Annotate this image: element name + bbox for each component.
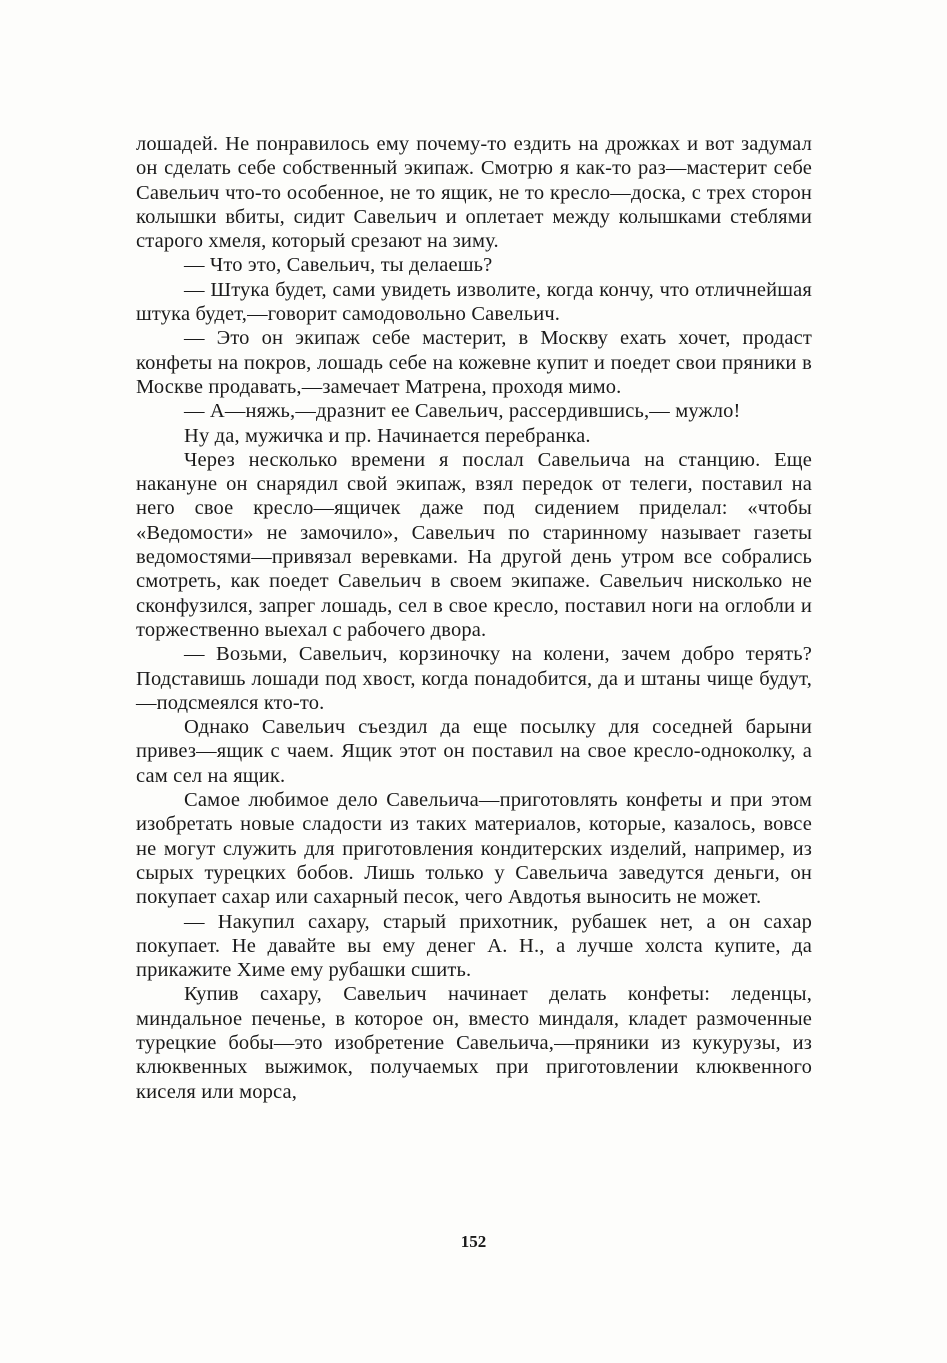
paragraph: Купив сахару, Савельич начинает делать конфеты: леденцы, миндальное печенье, в которое он, вместо миндаля, кладет размоченные турецкие бобы—это изобретение Савельича,—пряники из кукурузы, из клюквенных выжимок, получаемых при приготовлении клюквенного киселя или морса,	[136, 983, 812, 1103]
paragraph: Самое любимое дело Савельича—приготовлять конфеты и при этом изобретать новые сладости из таких материалов, которые, казалось, вовсе не могут служить для приготовления кондитерских изделий, например, из сырых турецких бобов. Лишь только у Савельича заведутся деньги, он покупает сахар или сахарный песок, чего Авдотья выносить не может.	[136, 789, 812, 909]
page-number: 152	[460, 1232, 487, 1251]
paragraph: — Что это, Савельич, ты делаешь?	[184, 254, 493, 277]
paragraph: — Накупил сахару, старый прихотник, рубашек нет, а он сахар покупает. Не давайте вы ему денег А. Н., а лучше холста купите, да прикажите Химе ему рубашки сшить.	[136, 910, 812, 982]
paragraph: — А—няжь,—дразнит ее Савельич, рассердившись,— мужло!	[184, 400, 741, 423]
paragraph: — Штука будет, сами увидеть изволите, когда кончу, что отличнейшая штука будет,—говорит самодовольно Савельич.	[136, 278, 812, 326]
body-text	[136, 132, 812, 1104]
paragraph: — Возьми, Савельич, корзиночку на колени, зачем добро терять? Подставишь лошади под хвост, когда понадобится, да и штаны чище будут,—подсмеялся кто-то.	[136, 643, 812, 714]
paragraph: Однако Савельич съездил да еще посылку для соседней барыни привез—ящик с чаем. Ящик этот он поставил на свое кресло-одноколку, а сам сел на ящик.	[136, 716, 812, 787]
paragraph: Через несколько времени я послал Савельича на станцию. Еще накануне он снарядил свой экипаж, взял передок от телеги, поставил на него свое кресло—ящичек даже под сидением приделал: «чтобы «Ведомости» не замочило», Савельич по старинному называет газеты ведомостями—привязал веревками. На другой день утром все собрались смотреть, как поедет Савельич в своем экипаже. Савельич нисколько не сконфузился, запрег лошадь, сел в свое кресло, поставил ноги на оглобли и торжественно выехал с рабочего двора.	[136, 448, 812, 641]
paragraph: Ну да, мужичка и пр. Начинается перебранка.	[184, 424, 591, 447]
paragraph: лошадей. Не понравилось ему почему-то ездить на дрожках и вот задумал он сделать себе собственный экипаж. Смотрю я как-то раз—мастерит себе Савельич что-то особенное, не то ящик, не то кресло—доска, с трех сторон колышки вбиты, сидит Савельич и оплетает между колышками стеблями старого хмеля, который срезают на зиму.	[136, 133, 812, 253]
paragraph: — Это он экипаж себе мастерит, в Москву ехать хочет, продаст конфеты на покров, лошадь себе на кожевне купит и поедет свои пряники в Москве продавать,—замечает Матрена, проходя мимо.	[136, 327, 812, 398]
